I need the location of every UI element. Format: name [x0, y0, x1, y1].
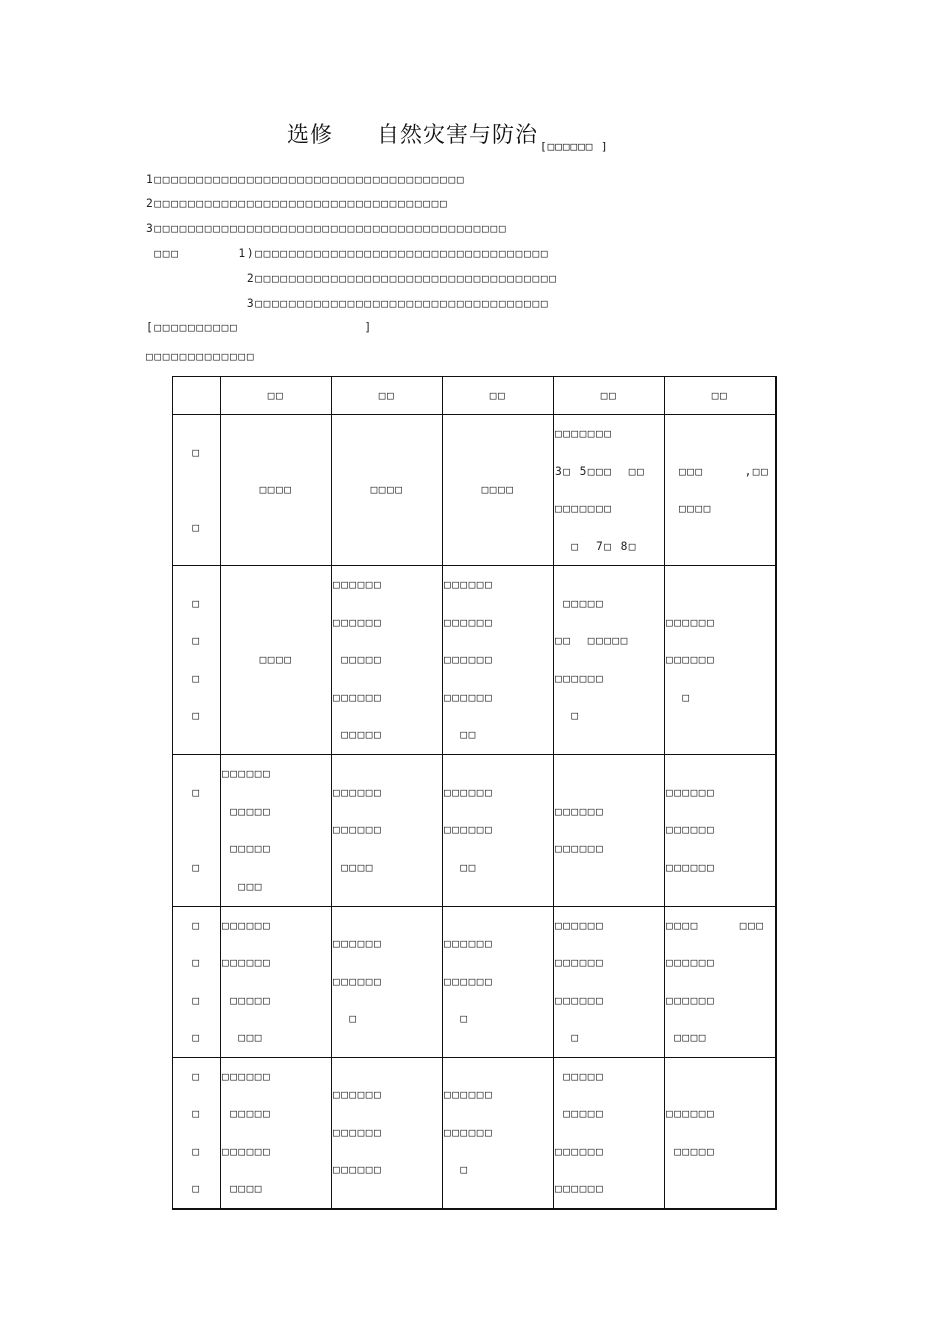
cell-text: □□□□□□ □□□□□□ □□□□□□ □: [555, 918, 605, 1044]
row-label: □ □ □ □: [192, 1069, 201, 1195]
row-label: □ □ □ □: [192, 596, 201, 723]
cell-text: □□□□□□ □□□□□□ □□□□□□: [666, 785, 716, 874]
cell-text: □□□□□□ □□□□□□ □: [333, 937, 383, 1026]
objective-line-4: □□□ 1)□□□□□□□□□□□□□□□□□□□□□□□□□□□□□□□□□□□: [146, 247, 550, 260]
row-label: □ □: [192, 785, 201, 874]
table-cell: [554, 906, 665, 1057]
table-cell: [221, 566, 332, 755]
table-header-cell: □□: [443, 377, 554, 415]
table-header-cell: □□: [221, 377, 332, 415]
row-label-cell: [173, 415, 221, 566]
table-row: [173, 415, 777, 566]
cell-text: □□□□□□ □□□□□□ □□□□□□: [333, 1088, 383, 1177]
cell-text: □□□□: [481, 483, 515, 497]
cell-text: □□□□□ □□□□□ □□□□□□ □□□□□□: [555, 1069, 605, 1195]
cell-text: □□□□□□ □□□□□□ □□□□□ □□□□□□ □□□□□: [333, 578, 383, 741]
title-part-2: 自然灾害与防治: [377, 123, 539, 148]
cell-text: □□□□□□ □□□□□□ □□□□: [333, 785, 383, 874]
cell-text: □□□□□□ □□□□□□: [555, 804, 605, 855]
cell-text: □□□□□□ □□□□□□ □: [444, 937, 494, 1026]
table-cell: [221, 754, 332, 906]
table-cell: [332, 1057, 443, 1209]
objective-line-6: 3□□□□□□□□□□□□□□□□□□□□□□□□□□□□□□□□□□□: [146, 297, 550, 310]
table-row: [173, 1057, 777, 1209]
table-cell: [443, 906, 554, 1057]
cell-text: □□□□□□ □□□□□□ □□□□□ □□□: [222, 918, 272, 1044]
row-label: □ □: [192, 445, 201, 534]
table-cell: [332, 415, 443, 566]
table-header-cell: [173, 377, 221, 415]
table-header-cell: □□: [332, 377, 443, 415]
title-part-1: 选修: [287, 123, 334, 148]
cell-text: □□□□□□ □□□□□□ □□□□□□ □□□□□□ □□: [444, 578, 494, 741]
cell-text: □□□□□□ □□□□□□ □: [666, 615, 716, 704]
table-cell: [443, 415, 554, 566]
table-cell: [665, 415, 777, 566]
cell-text: □□□□□□ □□□□□□ □: [444, 1088, 494, 1177]
section-heading: [□□□□□□□□□□ ]: [146, 321, 373, 334]
cell-text: □□□□: [259, 653, 293, 666]
cell-text: □□□ ,□□ □□□□: [678, 464, 770, 515]
table-cell: [221, 906, 332, 1057]
table-cell: [443, 754, 554, 906]
table-cell: [332, 566, 443, 755]
cell-text: □□□□□□□ 3□ 5□□□ □□ □□□□□□□ □ 7□ 8□: [555, 427, 646, 553]
table-cell: [665, 754, 777, 906]
table-row: [173, 566, 777, 755]
table-cell: [332, 906, 443, 1057]
objective-line-1: 1□□□□□□□□□□□□□□□□□□□□□□□□□□□□□□□□□□□□□: [146, 173, 466, 186]
cell-text: □□□□: [370, 483, 404, 497]
table-cell: [443, 566, 554, 755]
table-header-row: [173, 377, 777, 415]
table-cell: [554, 566, 665, 755]
objective-line-2: 2□□□□□□□□□□□□□□□□□□□□□□□□□□□□□□□□□□□: [146, 197, 449, 210]
comparison-table: [172, 376, 777, 1210]
table-cell: [554, 1057, 665, 1209]
cell-text: □□□□ □□□ □□□□□□ □□□□□□ □□□□: [666, 918, 765, 1044]
row-label: □ □ □ □: [192, 918, 201, 1044]
cell-text: □□□□□□ □□□□□ □□□□□□ □□□□: [222, 1069, 272, 1195]
row-label-cell: [173, 566, 221, 755]
table-cell: [665, 1057, 777, 1209]
objective-line-5: 2□□□□□□□□□□□□□□□□□□□□□□□□□□□□□□□□□□□□: [146, 272, 558, 285]
table-row: [173, 906, 777, 1057]
table-cell: [221, 415, 332, 566]
table-cell: [554, 415, 665, 566]
cell-text: □□□□□□ □□□□□□ □□: [444, 785, 494, 874]
cell-text: □□□□: [259, 483, 293, 497]
row-label-cell: [173, 906, 221, 1057]
cell-text: □□□□□□ □□□□□: [666, 1107, 716, 1158]
table-header-cell: □□: [554, 377, 665, 415]
cell-text: □□□□□ □□ □□□□□ □□□□□□ □: [555, 596, 629, 723]
table-cell: [221, 1057, 332, 1209]
table-cell: [665, 906, 777, 1057]
table-header-cell: □□: [665, 377, 777, 415]
table-cell: [665, 566, 777, 755]
row-label-cell: [173, 1057, 221, 1209]
objective-line-3: 3□□□□□□□□□□□□□□□□□□□□□□□□□□□□□□□□□□□□□□□□□□: [146, 222, 508, 235]
table-cell: [443, 1057, 554, 1209]
table-row: [173, 754, 777, 906]
row-label-cell: [173, 754, 221, 906]
document-title: [287, 118, 609, 152]
title-tag: [□□□□□□ ]: [540, 140, 609, 153]
cell-text: □□□□□□ □□□□□ □□□□□ □□□: [222, 767, 272, 893]
table-cell: [554, 754, 665, 906]
table-cell: [332, 754, 443, 906]
table-caption: □□□□□□□□□□□□□: [146, 350, 256, 363]
